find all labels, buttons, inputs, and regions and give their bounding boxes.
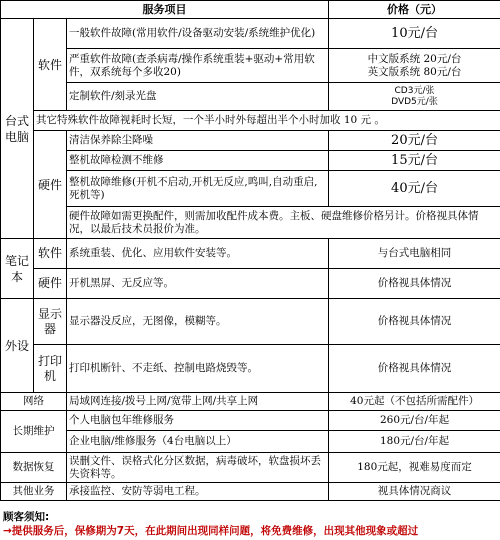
service-desc: 清洁保养除尘降噪	[67, 131, 329, 151]
table-row	[1, 131, 500, 151]
category-laptop: 笔记本	[1, 239, 34, 299]
service-price: 15元/台	[329, 151, 500, 171]
service-price: 40元/台	[329, 171, 500, 207]
table-header-row	[1, 1, 500, 19]
table-row	[1, 19, 500, 49]
category-other: 其他业务	[1, 483, 67, 501]
table-row	[1, 431, 500, 453]
service-price: 10元/台	[329, 19, 500, 49]
table-row	[1, 83, 500, 111]
service-price: 视具体情况商议	[329, 483, 500, 501]
table-row	[1, 411, 500, 431]
service-price: 180元/台/年起	[329, 431, 500, 453]
table-row	[1, 269, 500, 299]
service-price	[329, 49, 500, 83]
service-desc: 整机故障维修(开机不启动,开机无反应,鸣叫,自动重启,死机等)	[67, 171, 329, 207]
table-row	[1, 483, 500, 501]
notes-title: 顾客须知:	[3, 511, 50, 523]
service-price	[329, 83, 500, 111]
table-row	[1, 239, 500, 269]
table-row	[1, 345, 500, 393]
header-price: 价格（元）	[329, 1, 500, 19]
service-desc: 个人电脑包年维修服务	[67, 411, 329, 431]
service-desc: 系统重装、优化、应用软件安装等。	[67, 239, 329, 269]
category-peripheral: 外设	[1, 299, 34, 393]
service-desc: 企业电脑/维修服务（4台电脑以上）	[67, 431, 329, 453]
table-row	[1, 299, 500, 345]
subcategory-printer: 打印机	[34, 345, 67, 393]
subcategory-monitor: 显示器	[34, 299, 67, 345]
service-price: 价格视具体情况	[329, 299, 500, 345]
category-network: 网络	[1, 393, 67, 411]
price-line: DVD5元/张	[391, 96, 438, 107]
software-note: 其它特殊软件故障视耗时长短，一个半小时外每超出半个小时加收 10 元 。	[34, 111, 500, 131]
service-desc: 定制软件/刻录光盘	[67, 83, 329, 111]
subcategory-laptop-software: 软件	[34, 239, 67, 269]
price-line: 中文版系统 20元/台	[367, 52, 462, 65]
hardware-note: 硬件故障如需更换配件，则需加收配件成本费。主板、硬盘维修价格另计。价格视具体情况，以最后技术员报价为准。	[67, 207, 500, 239]
service-price: 价格视具体情况	[329, 269, 500, 299]
table-row	[1, 207, 500, 239]
customer-notes	[0, 510, 500, 538]
table-row	[1, 393, 500, 411]
table-row	[1, 151, 500, 171]
subcategory-desktop-software: 软件	[34, 19, 67, 111]
service-desc: 打印机断针、不走纸、控制电路烧毁等。	[67, 345, 329, 393]
service-desc: 严重软件故障(查杀病毒/操作系统重装+驱动+常用软件，双系统每个多收20)	[67, 49, 329, 83]
notes-line: →提供服务后，保修期为7天，在此期间出现同样问题，将免费维修，出现其他现象或超过	[3, 525, 419, 537]
table-row	[1, 111, 500, 131]
service-desc: 开机黑屏、无反应等。	[67, 269, 329, 299]
category-longterm: 长期维护	[1, 411, 67, 453]
subcategory-desktop-hardware: 硬件	[34, 131, 67, 239]
service-desc: 局域网连接/拨号上网/宽带上网/共享上网	[67, 393, 329, 411]
service-price: 40元起（不包括所需配件）	[329, 393, 500, 411]
service-desc: 承接监控、安防等弱电工程。	[67, 483, 329, 501]
price-line: 英文版系统 80元/台	[367, 65, 462, 78]
service-price: 20元/台	[329, 131, 500, 151]
category-desktop: 台式电脑	[1, 19, 34, 239]
service-price: 与台式电脑相同	[329, 239, 500, 269]
table-row	[1, 453, 500, 483]
table-row	[1, 49, 500, 83]
service-price: 180元起，视难易度而定	[329, 453, 500, 483]
subcategory-laptop-hardware: 硬件	[34, 269, 67, 299]
table-row	[1, 171, 500, 207]
service-price: 260元/台/年起	[329, 411, 500, 431]
price-line: CD3元/张	[394, 85, 435, 96]
service-desc: 一般软件故障(常用软件/设备驱动安装/系统维护优化)	[67, 19, 329, 49]
service-desc: 显示器没反应，无图像，模糊等。	[67, 299, 329, 345]
category-recovery: 数据恢复	[1, 453, 67, 483]
service-price: 价格视具体情况	[329, 345, 500, 393]
service-desc: 误删文件、误格式化分区数据，病毒破坏，软盘损坏丢失资料等。	[67, 453, 329, 483]
service-desc: 整机故障检测不维修	[67, 151, 329, 171]
header-service: 服务项目	[1, 1, 329, 19]
